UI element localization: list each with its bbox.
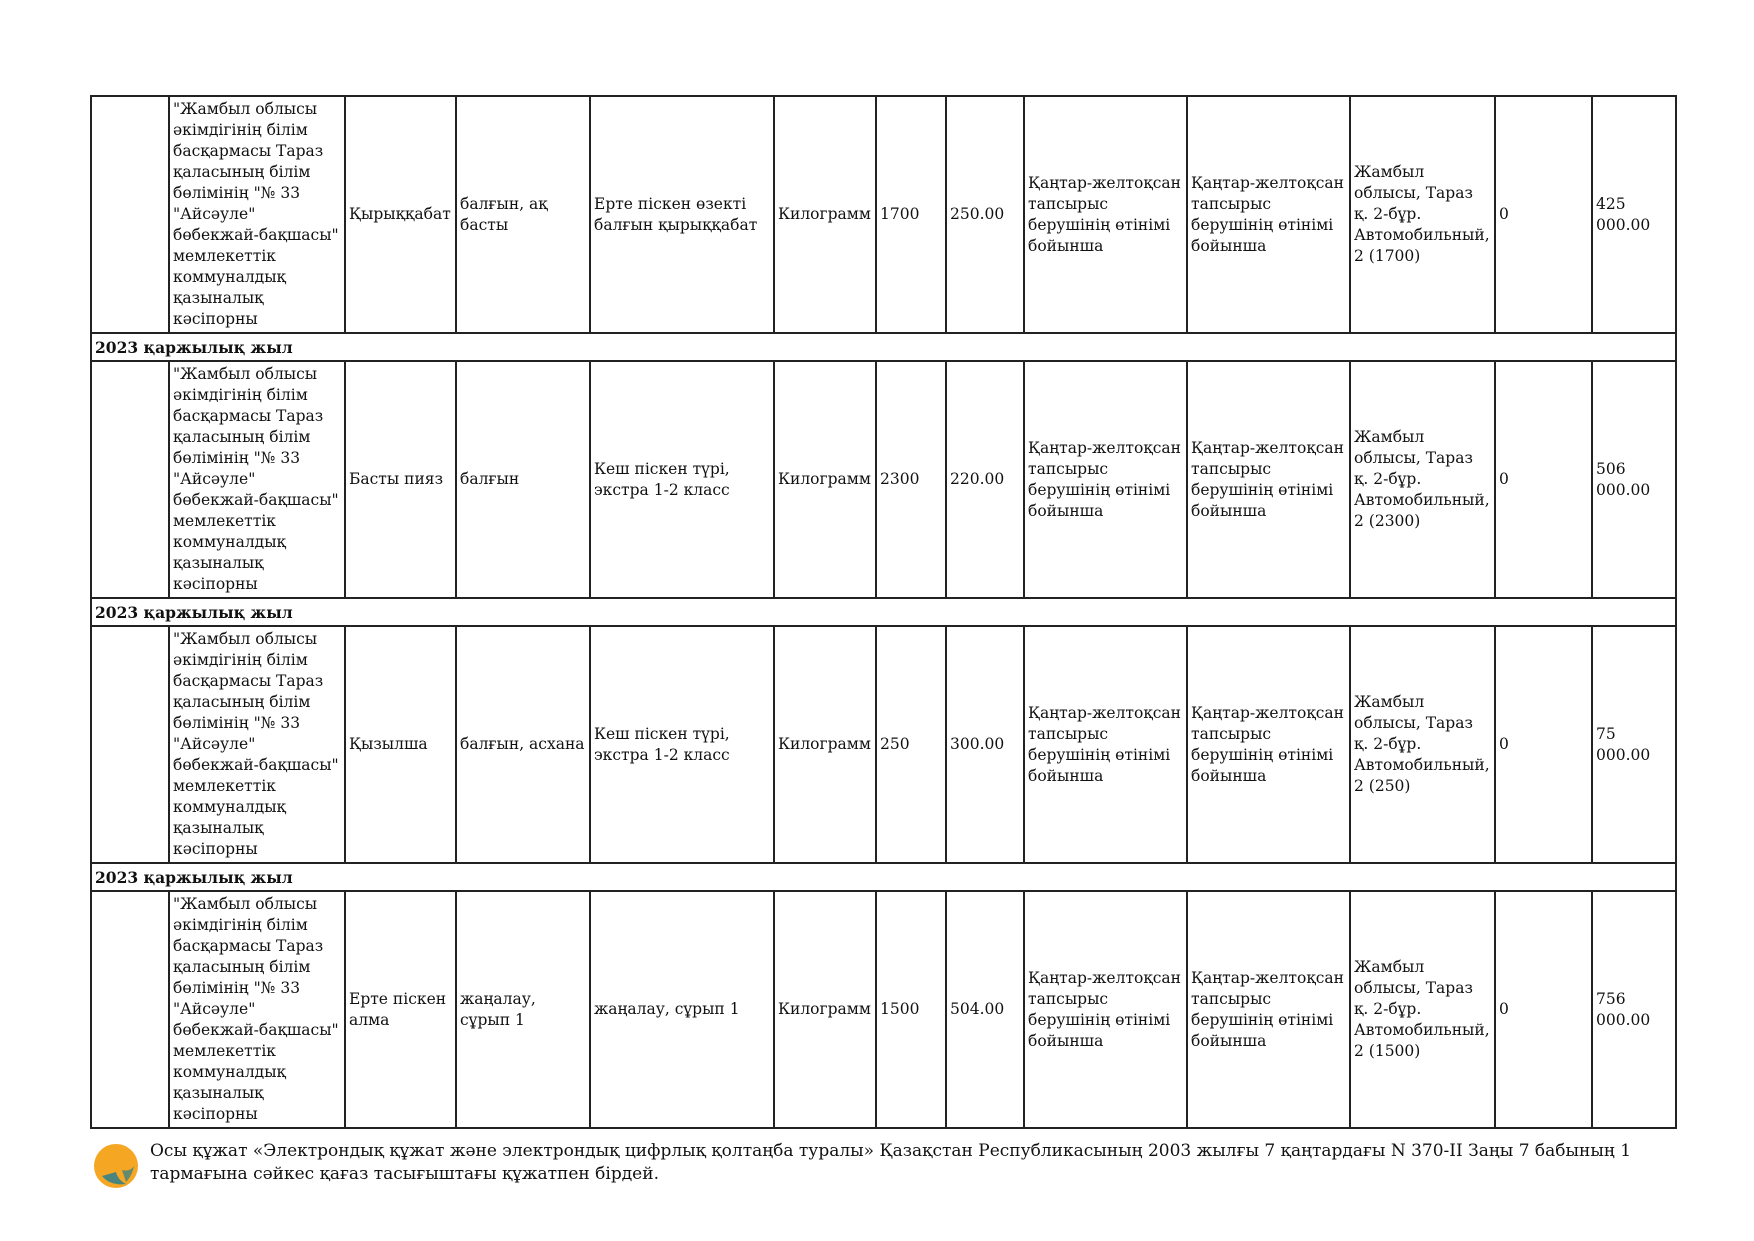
- table-row: [91, 361, 1676, 598]
- cell-org: "Жамбыл облысы әкімдігінің білім басқармасы Тараз қаласының білім бөлімінің "№ 33 "Айсәуле" бөбекжай-бақшасы" мемлекеттік коммуналдық қазыналық кәсіпорны: [169, 626, 345, 863]
- fiscal-year-row: [91, 333, 1676, 361]
- cell-desc: Кеш піскен түрі, экстра 1-2 класс: [590, 626, 774, 863]
- procurement-table-page: [90, 95, 1675, 1129]
- cell-desc: Ерте піскен өзекті балғын қырыққабат: [590, 96, 774, 333]
- cell-total: 756 000.00: [1592, 891, 1676, 1128]
- cell-qty: 2300: [876, 361, 946, 598]
- cell-org: "Жамбыл облысы әкімдігінің білім басқармасы Тараз қаласының білім бөлімінің "№ 33 "Айсәуле" бөбекжай-бақшасы" мемлекеттік коммуналдық қазыналық кәсіпорны: [169, 96, 345, 333]
- cell-total: 75 000.00: [1592, 626, 1676, 863]
- procurement-table: [90, 95, 1677, 1129]
- cell-org: "Жамбыл облысы әкімдігінің білім басқармасы Тараз қаласының білім бөлімінің "№ 33 "Айсәуле" бөбекжай-бақшасы" мемлекеттік коммуналдық қазыналық кәсіпорны: [169, 891, 345, 1128]
- fiscal-year-label: 2023 қаржылық жыл: [91, 598, 1676, 626]
- cell-spec: балғын: [456, 361, 590, 598]
- cell-qty: 250: [876, 626, 946, 863]
- cell-period2: Қаңтар-желтоқсан тапсырыс берушінің өтінімі бойынша: [1187, 361, 1350, 598]
- legal-notice: Осы құжат «Электрондық құжат және электрондық цифрлық қолтаңба туралы» Қазақстан Республикасының 2003 жылғы 7 қаңтардағы N 370-II Заңы 7 бабының 1 тармағына сәйкес қағаз тасығыштағы құжатпен бірдей.: [150, 1141, 1632, 1184]
- cell-unit: Килограмм: [774, 891, 876, 1128]
- cell-advance: 0: [1495, 626, 1592, 863]
- row-number-cell: [91, 626, 169, 863]
- cell-spec: балғын, асхана: [456, 626, 590, 863]
- cell-unit: Килограмм: [774, 626, 876, 863]
- cell-total: 425 000.00: [1592, 96, 1676, 333]
- cell-advance: 0: [1495, 891, 1592, 1128]
- cell-desc: Кеш піскен түрі, экстра 1-2 класс: [590, 361, 774, 598]
- cell-desc: жаңалау, сұрып 1: [590, 891, 774, 1128]
- fiscal-year-row: [91, 598, 1676, 626]
- egov-seal-icon: [92, 1142, 140, 1190]
- cell-period2: Қаңтар-желтоқсан тапсырыс берушінің өтінімі бойынша: [1187, 626, 1350, 863]
- cell-period1: Қаңтар-желтоқсан тапсырыс берушінің өтінімі бойынша: [1024, 891, 1187, 1128]
- row-number-cell: [91, 361, 169, 598]
- cell-org: "Жамбыл облысы әкімдігінің білім басқармасы Тараз қаласының білім бөлімінің "№ 33 "Айсәуле" бөбекжай-бақшасы" мемлекеттік коммуналдық қазыналық кәсіпорны: [169, 361, 345, 598]
- cell-product: Ерте піскен алма: [345, 891, 456, 1128]
- cell-place: Жамбыл облысы, Тараз қ. 2-бұр. Автомобильный, 2 (2300): [1350, 361, 1495, 598]
- cell-price: 300.00: [946, 626, 1024, 863]
- fiscal-year-row: [91, 863, 1676, 891]
- row-number-cell: [91, 96, 169, 333]
- cell-place: Жамбыл облысы, Тараз қ. 2-бұр. Автомобильный, 2 (250): [1350, 626, 1495, 863]
- footer: [92, 1140, 1677, 1190]
- cell-spec: жаңалау, сұрып 1: [456, 891, 590, 1128]
- cell-unit: Килограмм: [774, 361, 876, 598]
- cell-place: Жамбыл облысы, Тараз қ. 2-бұр. Автомобильный, 2 (1500): [1350, 891, 1495, 1128]
- cell-advance: 0: [1495, 361, 1592, 598]
- cell-period1: Қаңтар-желтоқсан тапсырыс берушінің өтінімі бойынша: [1024, 96, 1187, 333]
- cell-period1: Қаңтар-желтоқсан тапсырыс берушінің өтінімі бойынша: [1024, 361, 1187, 598]
- table-row: [91, 891, 1676, 1128]
- cell-qty: 1700: [876, 96, 946, 333]
- fiscal-year-label: 2023 қаржылық жыл: [91, 863, 1676, 891]
- row-number-cell: [91, 891, 169, 1128]
- cell-advance: 0: [1495, 96, 1592, 333]
- table-row: [91, 96, 1676, 333]
- cell-place: Жамбыл облысы, Тараз қ. 2-бұр. Автомобильный, 2 (1700): [1350, 96, 1495, 333]
- cell-product: Қызылша: [345, 626, 456, 863]
- table-row: [91, 626, 1676, 863]
- cell-total: 506 000.00: [1592, 361, 1676, 598]
- cell-unit: Килограмм: [774, 96, 876, 333]
- cell-period1: Қаңтар-желтоқсан тапсырыс берушінің өтінімі бойынша: [1024, 626, 1187, 863]
- cell-qty: 1500: [876, 891, 946, 1128]
- cell-price: 250.00: [946, 96, 1024, 333]
- cell-price: 220.00: [946, 361, 1024, 598]
- cell-price: 504.00: [946, 891, 1024, 1128]
- cell-period2: Қаңтар-желтоқсан тапсырыс берушінің өтінімі бойынша: [1187, 96, 1350, 333]
- fiscal-year-label: 2023 қаржылық жыл: [91, 333, 1676, 361]
- cell-period2: Қаңтар-желтоқсан тапсырыс берушінің өтінімі бойынша: [1187, 891, 1350, 1128]
- cell-product: Басты пияз: [345, 361, 456, 598]
- cell-spec: балғын, ақ басты: [456, 96, 590, 333]
- cell-product: Қырыққабат: [345, 96, 456, 333]
